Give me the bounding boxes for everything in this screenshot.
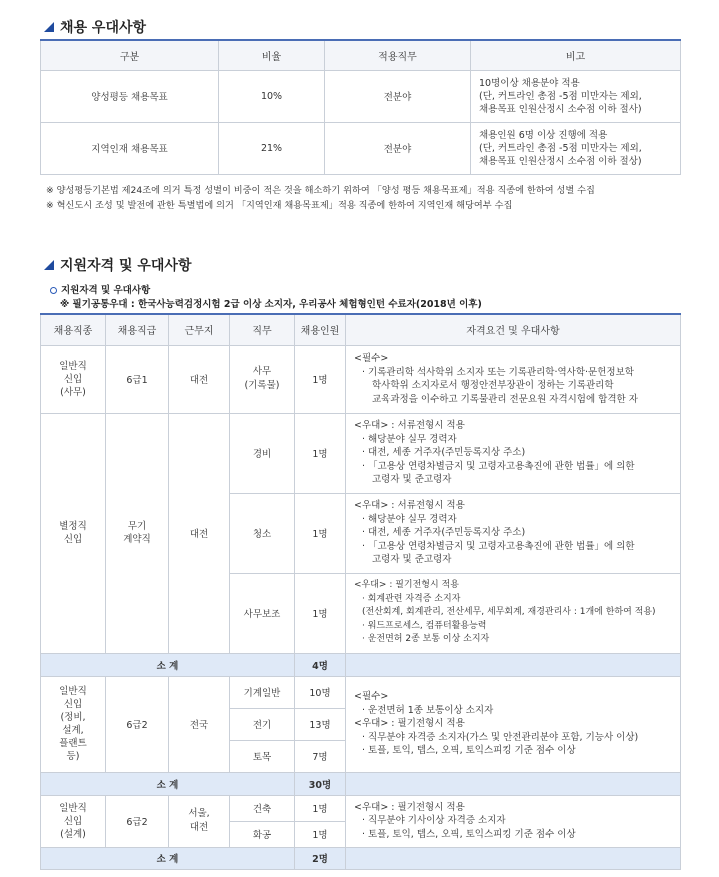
count-cell: 1명 — [295, 413, 346, 493]
qual-line: <필수> — [354, 691, 389, 703]
qual-line: · 토플, 토익, 텝스, 오픽, 토익스피킹 기준 점수 이상 — [362, 745, 576, 757]
section-bullet-icon — [44, 22, 54, 32]
table-row — [41, 70, 681, 122]
count-cell: 1명 — [295, 821, 346, 847]
section-title-text: 채용 우대사항 — [60, 20, 147, 36]
header-category: 구분 — [41, 40, 219, 70]
table-row — [41, 795, 681, 821]
header-qualifications: 자격요건 및 우대사항 — [346, 314, 681, 345]
place-cell: 서울, 대전 — [169, 795, 230, 847]
subtotal-empty — [346, 847, 681, 869]
qual-line: · 운전면허 2종 보통 이상 소지자 — [362, 634, 490, 645]
count-cell: 1명 — [295, 345, 346, 413]
qualification-table — [40, 313, 681, 870]
section-title-text: 지원자격 및 우대사항 — [60, 258, 192, 274]
header-remarks: 비고 — [471, 40, 681, 70]
place-cell: 대전 — [169, 345, 230, 413]
job-cell: 전기 — [230, 708, 295, 740]
place-cell: 전국 — [169, 676, 230, 772]
qual-line: · 「고용상 연령차별금지 및 고령자고용촉진에 관한 법률」에 의한 — [362, 460, 635, 472]
section-title-qualifications — [44, 255, 191, 275]
job-cell: 전분야 — [325, 122, 471, 174]
job-cell: 청소 — [230, 493, 295, 573]
subtotal-count: 4명 — [295, 653, 346, 676]
qual-line: 학사학위 소지자로서 행정안전부장관이 정하는 기록관리학 — [372, 380, 614, 391]
job-cell: 전분야 — [325, 70, 471, 122]
qualification-cell — [346, 413, 681, 493]
ratio-cell: 21% — [219, 122, 325, 174]
job-cell: 토목 — [230, 740, 295, 772]
qual-line: · 토플, 토익, 텝스, 오픽, 토익스피킹 기준 점수 이상 — [362, 828, 576, 840]
qualification-cell — [346, 676, 681, 772]
remark-line: 채용목표 인원산정시 소수점 이하 절상) — [479, 155, 642, 167]
table-row — [41, 413, 681, 493]
qual-line: <우대> : 필기전형시 적용 — [354, 718, 465, 730]
qual-line: <우대> : 필기전형시 적용 — [354, 801, 465, 813]
sub-title — [50, 282, 150, 296]
subtotal-count: 30명 — [295, 772, 346, 795]
count-cell: 13명 — [295, 708, 346, 740]
subtotal-row — [41, 847, 681, 869]
qualification-cell — [346, 345, 681, 413]
qual-line: · 「고용상 연령차별금지 및 고령자고용촉진에 관한 법률」에 의한 — [362, 540, 635, 552]
job-cell: 기계일반 — [230, 676, 295, 708]
subtotal-empty — [346, 772, 681, 795]
table-row — [41, 122, 681, 174]
note-gender: ※ 양성평등기본법 제24조에 의거 특정 성별이 비중이 적은 것을 해소하기 위하여 「양성 평등 채용목표제」적용 직종에 한하여 성별 수집 — [46, 185, 595, 196]
remark-line: (단, 커트라인 총점 -5점 미만자는 제외, — [479, 142, 642, 154]
qual-line: · 직무분야 자격증 소지자(가스 및 안전관리분야 포함, 기능사 이상) — [362, 731, 639, 743]
qual-line: <우대> : 서류전형시 적용 — [354, 500, 465, 512]
grade-cell: 6급1 — [106, 345, 169, 413]
qual-line: 고령자 및 준고령자 — [372, 474, 452, 486]
category-cell: 지역인재 채용목표 — [41, 122, 219, 174]
qual-line: <우대> : 서류전형시 적용 — [354, 420, 465, 432]
grade-cell: 6급2 — [106, 795, 169, 847]
qual-line: · 대전, 세종 거주자(주민등록지상 주소) — [362, 447, 526, 459]
qual-line: · 워드프로세스, 컴퓨터활용능력 — [362, 620, 487, 631]
sub-title-text: 지원자격 및 우대사항 — [61, 285, 151, 296]
circle-bullet-icon — [50, 287, 57, 294]
remark-line: 채용목표 인원산정시 소수점 이하 절사) — [479, 103, 642, 115]
job-cell: 사무보조 — [230, 573, 295, 653]
subtotal-count: 2명 — [295, 847, 346, 869]
count-cell: 1명 — [295, 493, 346, 573]
category-cell: 양성평등 채용목표 — [41, 70, 219, 122]
subtotal-label: 소 계 — [41, 847, 295, 869]
qual-line: · 해당분야 실무 경력자 — [362, 433, 457, 445]
header-type: 채용직종 — [41, 314, 106, 345]
type-cell: 일반직 신입 (설계) — [41, 795, 106, 847]
grade-cell: 6급2 — [106, 676, 169, 772]
section-title-preferences — [44, 17, 146, 37]
place-cell: 대전 — [169, 413, 230, 653]
remarks-cell — [471, 122, 681, 174]
subtotal-label: 소 계 — [41, 653, 295, 676]
qualification-cell — [346, 493, 681, 573]
subtotal-row — [41, 653, 681, 676]
type-cell: 별정직 신입 — [41, 413, 106, 653]
remarks-cell — [471, 70, 681, 122]
header-job: 적용직무 — [325, 40, 471, 70]
count-cell: 1명 — [295, 795, 346, 821]
qual-line: · 운전면허 1종 보통이상 소지자 — [362, 704, 494, 716]
qual-line: · 해당분야 실무 경력자 — [362, 513, 457, 525]
header-ratio: 비율 — [219, 40, 325, 70]
job-cell: 경비 — [230, 413, 295, 493]
job-cell: 화공 — [230, 821, 295, 847]
preference-table — [40, 39, 681, 175]
subtotal-empty — [346, 653, 681, 676]
qual-line: 교육과정을 이수하고 기록물관리 전문요원 자격시험에 합격한 자 — [372, 393, 638, 405]
remark-line: (단, 커트라인 총점 -5점 미만자는 제외, — [479, 90, 642, 102]
grade-cell: 무기 계약직 — [106, 413, 169, 653]
header-grade: 채용직급 — [106, 314, 169, 345]
qual-line: · 대전, 세종 거주자(주민등록지상 주소) — [362, 527, 526, 539]
qual-line: · 회계관련 자격증 소지자 — [362, 593, 461, 604]
ratio-cell: 10% — [219, 70, 325, 122]
section-bullet-icon — [44, 260, 54, 270]
qual-line: 고령자 및 준고령자 — [372, 554, 452, 566]
header-job: 직무 — [230, 314, 295, 345]
type-cell: 일반직 신입 (정비, 설계, 플랜트 등) — [41, 676, 106, 772]
count-cell: 10명 — [295, 676, 346, 708]
job-cell: 건축 — [230, 795, 295, 821]
qual-line: · 기록관리학 석사학위 소지자 또는 기록관리학·역사학·문헌정보학 — [362, 366, 634, 378]
subtotal-row — [41, 772, 681, 795]
header-place: 근무지 — [169, 314, 230, 345]
qual-line: <필수> — [354, 353, 389, 364]
header-count: 채용인원 — [295, 314, 346, 345]
common-preference-note: ※ 필기공통우대 : 한국사능력검정시험 2급 이상 소지자, 우리공사 체험형인턴 수료자(2018년 이후) — [60, 299, 482, 310]
qualification-cell — [346, 573, 681, 653]
table-row — [41, 676, 681, 708]
remark-line: 10명이상 채용분야 적용 — [479, 77, 580, 89]
qualification-cell — [346, 795, 681, 847]
job-cell: 사무 (기록물) — [230, 345, 295, 413]
subtotal-label: 소 계 — [41, 772, 295, 795]
count-cell: 1명 — [295, 573, 346, 653]
note-regional: ※ 혁신도시 조성 및 발전에 관한 특별법에 의거 「지역인재 채용목표제」적용 직종에 한하여 지역인재 해당여부 수집 — [46, 200, 513, 211]
qual-line: · 직무분야 기사이상 자격증 소지자 — [362, 815, 506, 827]
qual-line: <우대> : 필기전형시 적용 — [354, 580, 459, 591]
table-row — [41, 345, 681, 413]
qual-line: (전산회계, 회계관리, 전산세무, 세무회계, 재경관리사 : 1개에 한하여 적용) — [362, 607, 656, 618]
count-cell: 7명 — [295, 740, 346, 772]
type-cell: 일반직 신입 (사무) — [41, 345, 106, 413]
remark-line: 채용인원 6명 이상 진행에 적용 — [479, 129, 608, 141]
